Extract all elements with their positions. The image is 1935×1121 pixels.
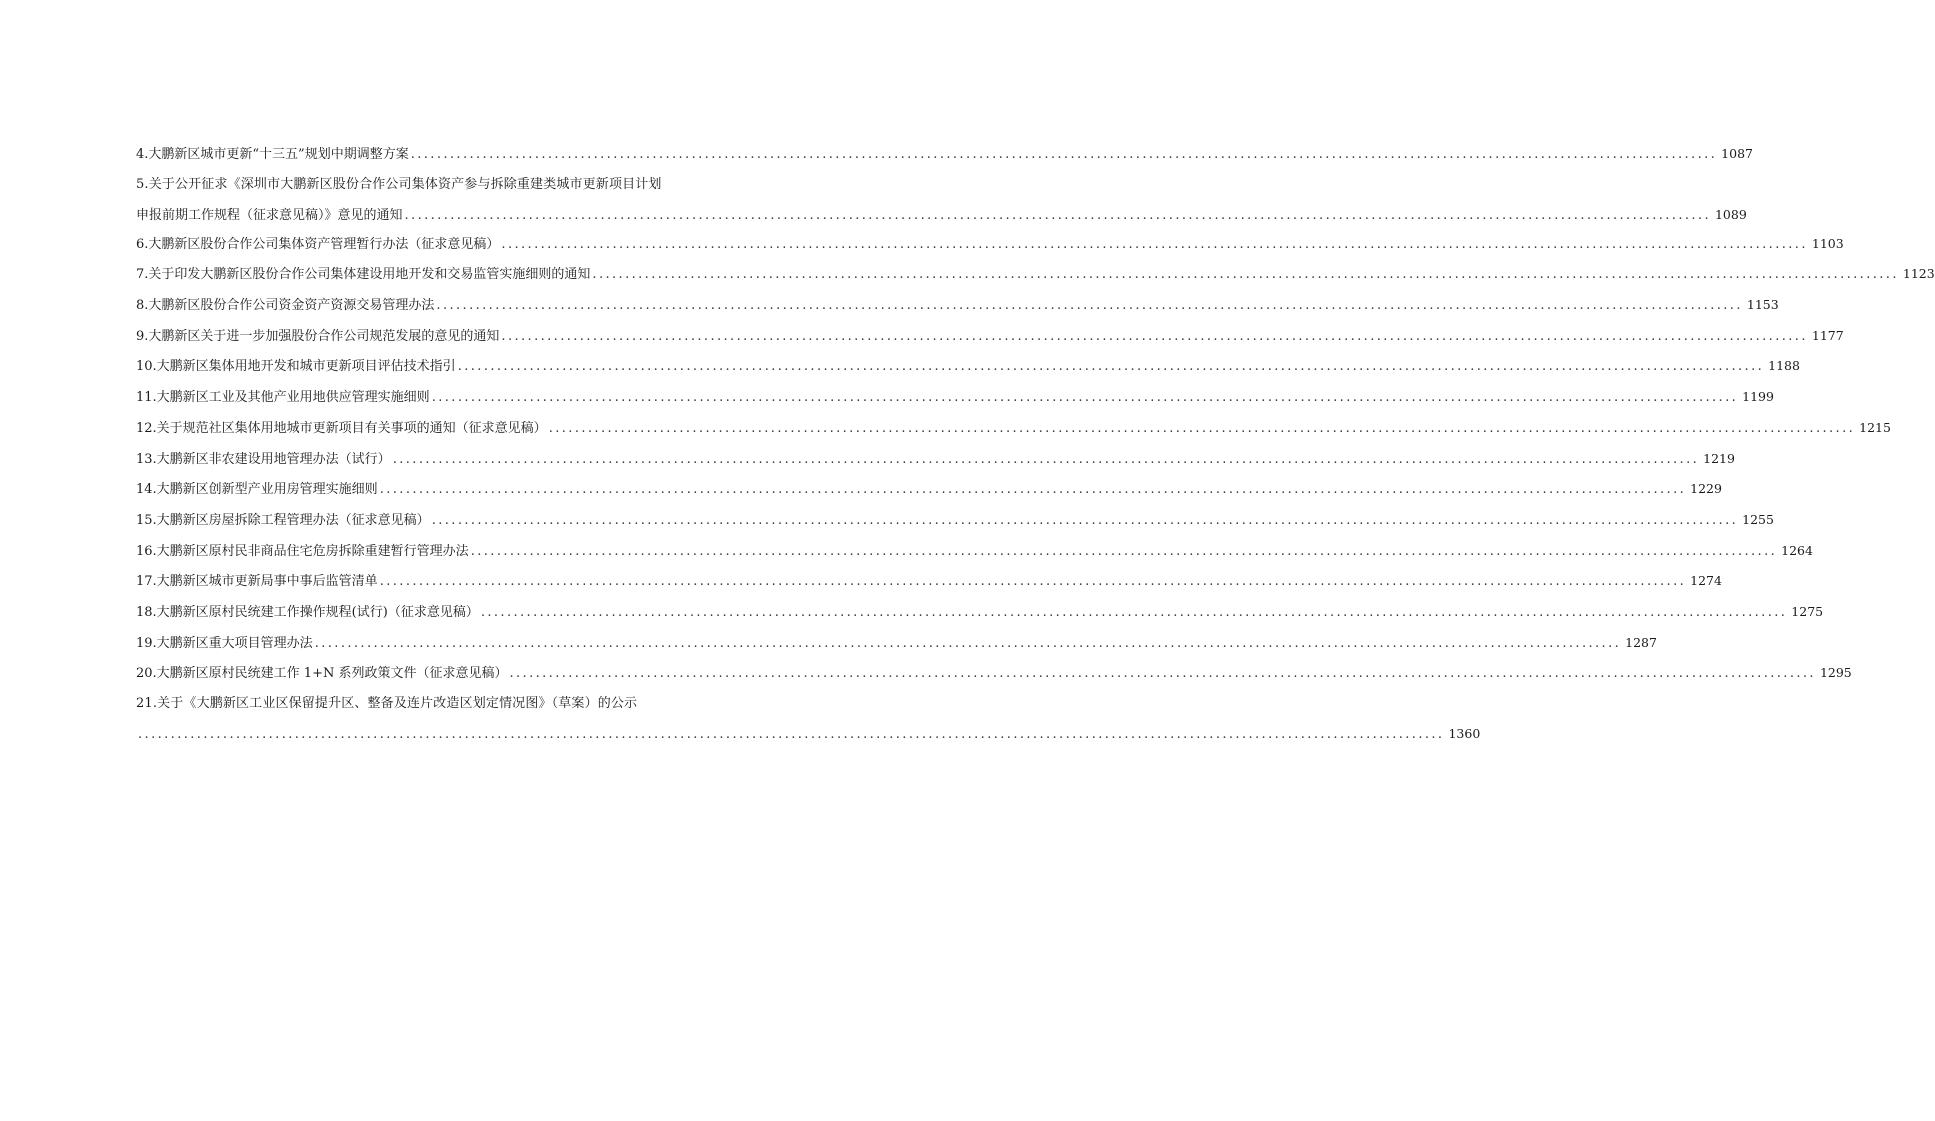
toc-entry-page-number: 1295: [1819, 665, 1852, 681]
toc-entry-title: 19.大鹏新区重大项目管理办法: [136, 635, 313, 651]
toc-entry[interactable]: [136, 449, 1735, 469]
dot-leader: [409, 145, 1721, 165]
toc-entry-title: 16.大鹏新区原村民非商品住宅危房拆除重建暂行管理办法: [136, 543, 469, 559]
dot-leader: [499, 327, 1811, 347]
dot-leader: [499, 235, 1811, 255]
toc-entry[interactable]: [136, 541, 1813, 561]
dot-leader: [430, 388, 1742, 408]
toc-entry-title-line: 21.关于《大鹏新区工业区保留提升区、整备及连片改造区划定情况图》（草案）的公示: [136, 696, 638, 711]
toc-entry[interactable]: [136, 144, 1753, 164]
toc-entry-title-line: 5.关于公开征求《深圳市大鹏新区股份合作公司集体资产参与拆除重建类城市更新项目计划: [136, 176, 662, 192]
toc-entry-page-number: 1153: [1746, 297, 1779, 313]
toc-entry-title: 10.大鹏新区集体用地开发和城市更新项目评估技术指引: [136, 359, 456, 375]
toc-entry[interactable]: [136, 633, 1657, 653]
toc-entry-title: 6.大鹏新区股份合作公司集体资产管理暂行办法（征求意见稿）: [136, 236, 500, 252]
toc-entry-page-number: 1188: [1768, 358, 1800, 374]
dot-leader: [507, 664, 1819, 684]
dot-leader: [479, 603, 1791, 623]
toc-entry-page-number: 1215: [1859, 419, 1891, 435]
table-of-contents: [136, 144, 1935, 753]
dot-leader: [430, 511, 1742, 531]
toc-entry-title: 17.大鹏新区城市更新局事中事后监管清单: [136, 574, 378, 590]
toc-entry-page-number: 1275: [1791, 603, 1824, 619]
toc-entry[interactable]: [136, 571, 1722, 591]
toc-entry[interactable]: [136, 510, 1774, 530]
toc-entry[interactable]: [136, 326, 1844, 346]
toc-entry-page-number: 1089: [1714, 206, 1747, 222]
toc-entry[interactable]: [136, 234, 1844, 254]
toc-entry-page-number: 1255: [1742, 511, 1774, 527]
toc-entry[interactable]: [136, 418, 1891, 438]
dot-leader: [456, 357, 1768, 377]
dot-leader: [378, 480, 1690, 500]
toc-entry[interactable]: [136, 387, 1774, 407]
toc-entry[interactable]: [136, 175, 1747, 225]
toc-entry[interactable]: [136, 264, 1935, 284]
dot-leader: [378, 572, 1690, 592]
toc-entry-title: 15.大鹏新区房屋拆除工程管理办法（征求意见稿）: [136, 512, 430, 528]
toc-entry-page-number: 1229: [1690, 481, 1722, 497]
toc-entry[interactable]: [136, 295, 1779, 315]
dot-leader: [313, 634, 1625, 654]
toc-entry-title: 14.大鹏新区创新型产业用房管理实施细则: [136, 482, 378, 498]
toc-entry-title: 9.大鹏新区关于进一步加强股份合作公司规范发展的意见的通知: [136, 328, 500, 344]
toc-entry-page-number: 1087: [1721, 146, 1753, 161]
dot-leader: [590, 265, 1902, 285]
toc-entry[interactable]: [136, 479, 1722, 499]
toc-entry-title: 7.关于印发大鹏新区股份合作公司集体建设用地开发和交易监管实施细则的通知: [136, 267, 591, 283]
toc-entry[interactable]: [136, 663, 1852, 683]
dot-leader: [469, 542, 1781, 562]
toc-entry-page-number: 1274: [1690, 573, 1722, 589]
toc-entry-title: 18.大鹏新区原村民统建工作操作规程(试行)（征求意见稿）: [136, 604, 479, 620]
dot-leader: [434, 296, 1746, 316]
toc-entry-page-number: 1264: [1781, 542, 1813, 558]
toc-entry[interactable]: [136, 602, 1824, 622]
toc-entry-title: 申报前期工作规程（征求意见稿）》意见的通知: [136, 207, 403, 223]
toc-entry-page-number: 1103: [1811, 235, 1844, 251]
toc-entry-title: 20.大鹏新区原村民统建工作 1+N 系列政策文件（征求意见稿）: [136, 666, 508, 682]
toc-entry[interactable]: [136, 694, 1481, 744]
toc-entry[interactable]: [136, 356, 1800, 376]
toc-entry-page-number: 1199: [1742, 389, 1774, 405]
toc-entry-page-number: 1360: [1448, 726, 1481, 741]
toc-entry-title: 12.关于规范社区集体用地城市更新项目有关事项的通知（征求意见稿）: [136, 420, 547, 436]
dot-leader: [403, 206, 1715, 226]
toc-entry-title: 8.大鹏新区股份合作公司资金资产资源交易管理办法: [136, 298, 435, 314]
toc-entry-page-number: 1287: [1625, 634, 1657, 650]
toc-entry-page-number: 1219: [1703, 450, 1735, 466]
toc-entry-page-number: 1123: [1902, 266, 1935, 282]
dot-leader: [136, 725, 1448, 745]
toc-entry-title: 13.大鹏新区非农建设用地管理办法（试行）: [136, 451, 391, 467]
toc-entry-title: 4.大鹏新区城市更新“十三五”规划中期调整方案: [136, 147, 409, 162]
toc-entry-title: 11.大鹏新区工业及其他产业用地供应管理实施细则: [136, 390, 430, 406]
dot-leader: [391, 450, 1703, 470]
dot-leader: [547, 419, 1859, 439]
toc-entry-page-number: 1177: [1811, 327, 1844, 343]
